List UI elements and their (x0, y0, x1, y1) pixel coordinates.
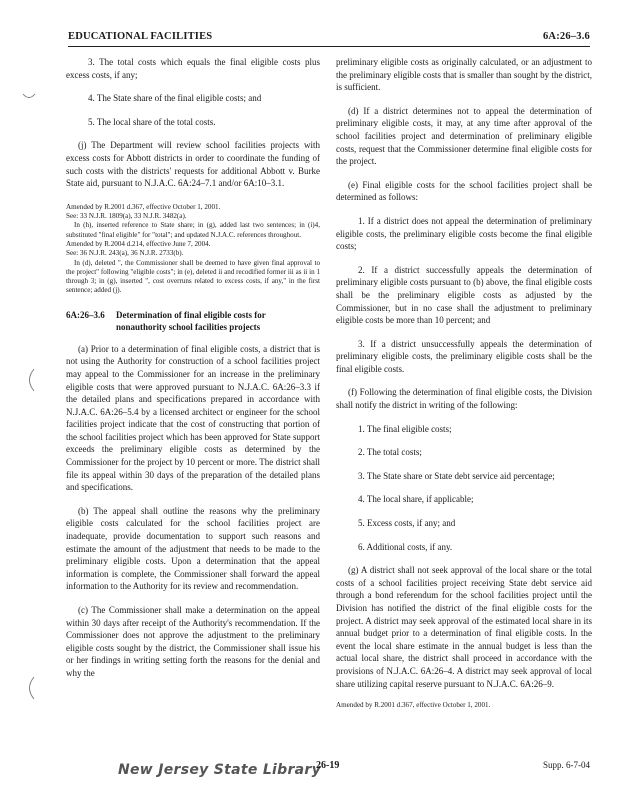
paragraph-g: (g) A district shall not seek approval of the local share or the total costs of a school facilities project receiving State debt service aid through a bond referendum for the school facilities project until the Division has notified the district of the final eligible costs for the project. A district may seek approval of the estimated local share in its annual budget prior to a determination of final eligible costs. In the event the local share estimate in the annual budget is less than the actual local share, the district shall proceed in accordance with the provisions of N.J.A.C. 6A:26–4. A district may seek approval of local share utilizing capital reserve pursuant to N.J.A.C. 6A:26–9. (336, 565, 592, 689)
section-number: 6A:26–3.6 (66, 309, 105, 320)
list-item: 2. The total costs; (358, 447, 422, 458)
amendment-line: See: 33 N.J.R. 1809(a), 33 N.J.R. 3482(a). (66, 212, 187, 221)
list-item: 3. The State share or State debt service aid percentage; (358, 470, 555, 481)
left-column (66, 56, 320, 680)
paragraph-d: (d) If a district determines not to appeal the determination of preliminary eligible costs, it may, at any time after approval of the school facilities project and determination of preliminary eligible costs, request that the Commissioner determine final eligible costs for the project. (336, 105, 592, 167)
header-title: EDUCATIONAL FACILITIES (68, 31, 213, 42)
section-title-line-1: Determination of final eligible costs for (116, 309, 266, 320)
list-item: 6. Additional costs, if any. (358, 541, 453, 552)
list-item: 5. Excess costs, if any; and (358, 518, 456, 529)
amendment-line: Amended by R.2001 d.367, effective October 1, 2001. (336, 701, 491, 710)
paragraph-f: (f) Following the determination of final eligible costs, the Division shall notify the district in writing of the following: (336, 387, 592, 411)
section-title-line-2: nonauthority school facilities projects (116, 321, 261, 332)
page-footer (68, 758, 590, 788)
page-number: 26-19 (316, 760, 340, 771)
amendment-history (336, 701, 592, 710)
list-item: 3. The total costs which equals the final eligible costs plus excess costs, if any; (66, 57, 320, 80)
list-item: 4. The State share of the final eligible costs; and (88, 93, 262, 104)
running-header (68, 30, 590, 47)
margin-mark-icon (24, 368, 38, 386)
amendment-history (66, 203, 320, 296)
library-stamp-logo: New Jersey State Library (118, 762, 322, 778)
right-column (336, 56, 592, 723)
amendment-line: Amended by R.2004 d.214, effective June 7, 2004. (66, 239, 211, 248)
amendment-line: See: 36 N.J.R. 243(a), 36 N.J.R. 2733(b). (66, 249, 184, 258)
paragraph-c-continued: preliminary eligible costs as originally calculated, or an adjustment to the preliminary eligible costs that is smaller than sought by the district, is sufficient. (336, 57, 592, 93)
paragraph-j: (j) The Department will review school facilities projects with excess costs for Abbott districts in order to coordinate the funding of such costs with the districts' requests for additional Abbott v. Burke State aid, pursuant to N.J.A.C. 6A:24–7.1 and/or 6A:10–3.1. (66, 140, 320, 189)
amendment-line: In (h), inserted reference to State share; in (g), added last two sentences; in (i)4, substituted "final eligible" for "total"; and updated N.J.A.C. references throughout. (66, 221, 320, 239)
paragraph-b: (b) The appeal shall outline the reasons why the preliminary eligible costs calculated for the school facilities project are inadequate, provide documentation to support such reasons and estimate the amount of the adjustment that needs to be made to the preliminary eligible costs. Upon a determination that the appeal information is complete, the Commissioner shall forward the appeal information to the Authority for its review and recommendation. (66, 505, 320, 592)
margin-mark-icon (22, 92, 36, 110)
paragraph-c: (c) The Commissioner shall make a determination on the appeal within 30 days after receipt of the Authority's recommendation. If the Commissioner does not approve the adjustment to the preliminary eligible costs sought by the district, the Commissioner shall issue his or her findings in writing setting forth the reasons for the denial and why the (66, 605, 320, 678)
paragraph-e: (e) Final eligible costs for the school facilities project shall be determined as follows: (336, 179, 592, 203)
margin-mark-icon (24, 676, 38, 694)
section-heading (66, 309, 320, 333)
list-item: 1. If a district does not appeal the determination of preliminary eligible costs, the preliminary eligible costs become the final eligible costs; (336, 215, 592, 252)
list-item: 2. If a district successfully appeals the determination of preliminary eligible costs pursuant to (b) above, the final eligible costs shall be the preliminary eligible costs as adjusted by the Commissioner, but in no case shall the adjustment to preliminary eligible costs be more than 10 percent; and (336, 264, 592, 326)
list-item: 3. If a district unsuccessfully appeals the determination of preliminary eligible costs, the preliminary eligible costs shall be the final eligible costs. (336, 338, 592, 374)
header-section-number: 6A:26–3.6 (542, 31, 590, 42)
list-item: 5. The local share of the total costs. (88, 116, 216, 127)
list-item: 4. The local share, if applicable; (358, 494, 474, 505)
amendment-line: Amended by R.2001 d.367, effective October 1, 2001. (66, 202, 221, 211)
amendment-line: In (d), deleted ", the Commissioner shall be deemed to have given final approval to the project" following "eligible costs"; in (e), deleted ii and recodified former iii as ii in 1 through 3; in (g), inserted ", cost overruns related to excess costs, if any," in the first sentence; added (j). (66, 258, 320, 295)
paragraph-a: (a) Prior to a determination of final eligible costs, a district that is not using the Authority for construction of a school facilities project may appeal to the Commissioner for an increase in the preliminary eligible costs that were approved pursuant to N.J.A.C. 6A:26–3.3 if the detailed plans and specifications prepared in accordance with N.J.A.C. 6A:26–5.4 by a licensed architect or engineer for the school facilities project indicate that the cost of constructing that portion of the school facilities project which has been approved for State support exceeds the preliminary eligible costs as determined by the Commissioner for the project by 10 percent or more. The district shall file its appeal within 30 days of the preparation of the detailed plans and specifications. (66, 343, 320, 493)
supplement-date: Supp. 6-7-04 (543, 760, 590, 770)
list-item: 1. The final eligible costs; (358, 423, 452, 434)
